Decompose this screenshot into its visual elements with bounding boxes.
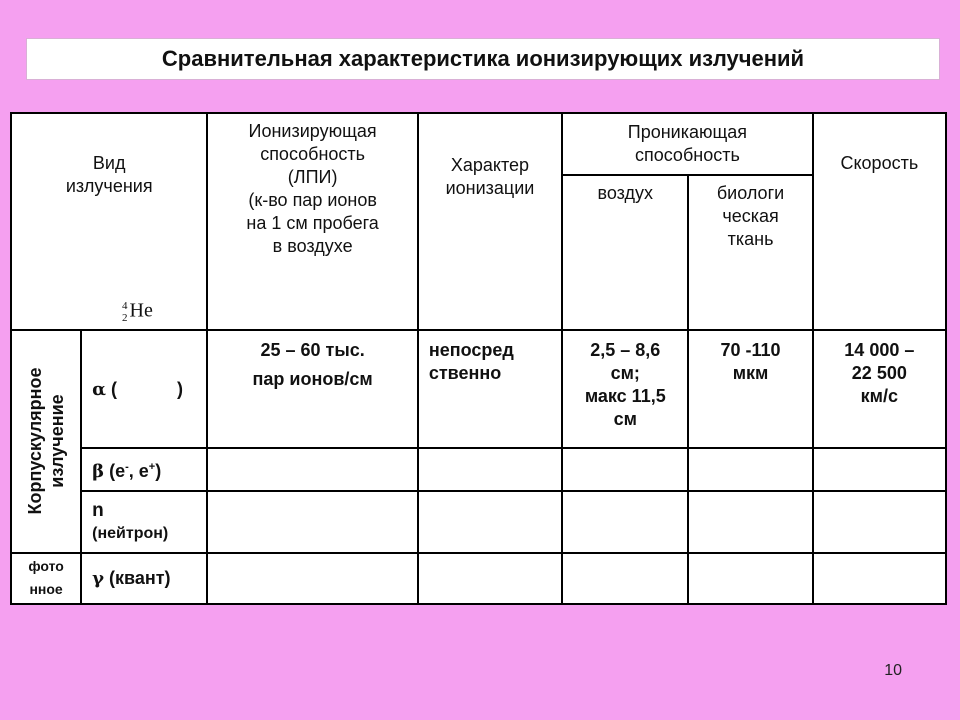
header-penetrating-line1: Проникающая [627, 122, 748, 143]
beta-tissue [688, 448, 812, 490]
beta-sup-minus: - [125, 460, 129, 473]
header-penetrating-line2: способность [634, 145, 740, 166]
beta-air [562, 448, 688, 490]
alpha-speed-line2: 22 500 [851, 362, 907, 383]
alpha-tissue [688, 330, 812, 448]
beta-label-post: ) [155, 460, 162, 481]
page-number: 10 [884, 662, 902, 679]
row-neutron-label [81, 491, 207, 553]
group-photon-line2: нное [29, 581, 63, 598]
header-penetrating [562, 113, 813, 175]
alpha-speed [813, 330, 946, 448]
header-ionizing-line5: на 1 см пробега [246, 213, 379, 233]
comparison-table [10, 112, 947, 605]
header-character [418, 113, 562, 330]
alpha-tissue-line2: мкм [732, 362, 769, 383]
group-corpuscular-line1: Корпускулярное [25, 367, 46, 515]
group-corpuscular-label [24, 367, 68, 514]
alpha-label-close: ) [177, 378, 183, 399]
group-photon-line1: фото [28, 558, 64, 575]
group-corpuscular [11, 330, 81, 553]
alpha-speed-line3: км/с [860, 385, 898, 406]
alpha-air-line1: 2,5 – 8,6 [590, 339, 661, 360]
gamma-symbol: γ [92, 567, 105, 589]
alpha-ionizing-line1: 25 – 60 тыс. [260, 339, 365, 360]
header-character-line2: ионизации [445, 178, 535, 198]
alpha-character-line2: ственно [428, 362, 502, 383]
beta-speed [813, 448, 946, 490]
helium-element: He [129, 299, 153, 322]
neutron-tissue [688, 491, 812, 553]
alpha-air-line4: см [613, 408, 637, 429]
slide-title: Сравнительная характеристика ионизирующих излучений [26, 38, 940, 80]
header-kind-line1: Вид [92, 153, 126, 173]
gamma-tissue [688, 553, 812, 604]
neutron-sublabel: (нейтрон) [92, 524, 169, 542]
group-corpuscular-line2: излучение [47, 394, 68, 488]
header-speed: Скорость [813, 113, 946, 330]
beta-label-mid: , e [128, 460, 149, 481]
gamma-speed [813, 553, 946, 604]
header-air: воздух [562, 175, 688, 330]
alpha-symbol: α [92, 378, 106, 400]
neutron-air [562, 491, 688, 553]
neutron-character [418, 491, 562, 553]
alpha-speed-line1: 14 000 – [844, 339, 915, 360]
alpha-character [418, 330, 562, 448]
gamma-label: (квант) [104, 567, 171, 588]
header-tissue-line3: ткань [727, 229, 774, 250]
gamma-air [562, 553, 688, 604]
neutron-speed [813, 491, 946, 553]
beta-ionizing [207, 448, 417, 490]
beta-label-pre: (e [104, 460, 126, 481]
alpha-tissue-line1: 70 -110 [720, 339, 781, 360]
gamma-ionizing [207, 553, 417, 604]
header-ionizing-line3: (ЛПИ) [287, 167, 338, 187]
row-alpha-label [81, 330, 207, 448]
neutron-label: n [92, 499, 104, 521]
alpha-label-open: ( [106, 378, 117, 399]
header-ionizing-line4: (к-во пар ионов [248, 190, 377, 210]
group-photon [11, 553, 81, 604]
header-ionizing [207, 113, 417, 330]
beta-symbol: β [92, 460, 105, 482]
header-ionizing-line2: способность [260, 144, 366, 164]
alpha-character-line1: непосред [428, 339, 514, 360]
helium-mass-number: 4 [122, 300, 128, 312]
alpha-air [562, 330, 688, 448]
gamma-character [418, 553, 562, 604]
alpha-air-line3: макс 11,5 [584, 385, 666, 406]
alpha-ionizing [207, 330, 417, 448]
neutron-ionizing [207, 491, 417, 553]
helium-nuclide-symbol [122, 300, 153, 324]
beta-sup-plus: + [148, 460, 156, 473]
header-ionizing-line6: в воздухе [272, 236, 353, 256]
header-ionizing-line1: Ионизирующая [248, 121, 377, 141]
header-kind-line2: излучения [65, 176, 153, 196]
row-gamma-label [81, 553, 207, 604]
beta-character [418, 448, 562, 490]
header-tissue [688, 175, 812, 330]
alpha-air-line2: см; [610, 362, 640, 383]
header-tissue-line1: биологи [716, 183, 785, 204]
row-beta-label [81, 448, 207, 490]
header-character-line1: Характер [450, 155, 530, 175]
header-tissue-line2: ческая [722, 206, 779, 227]
alpha-ionizing-line2: пар ионов/см [252, 368, 373, 389]
helium-charge-number: 2 [122, 312, 128, 324]
header-kind [11, 113, 207, 330]
